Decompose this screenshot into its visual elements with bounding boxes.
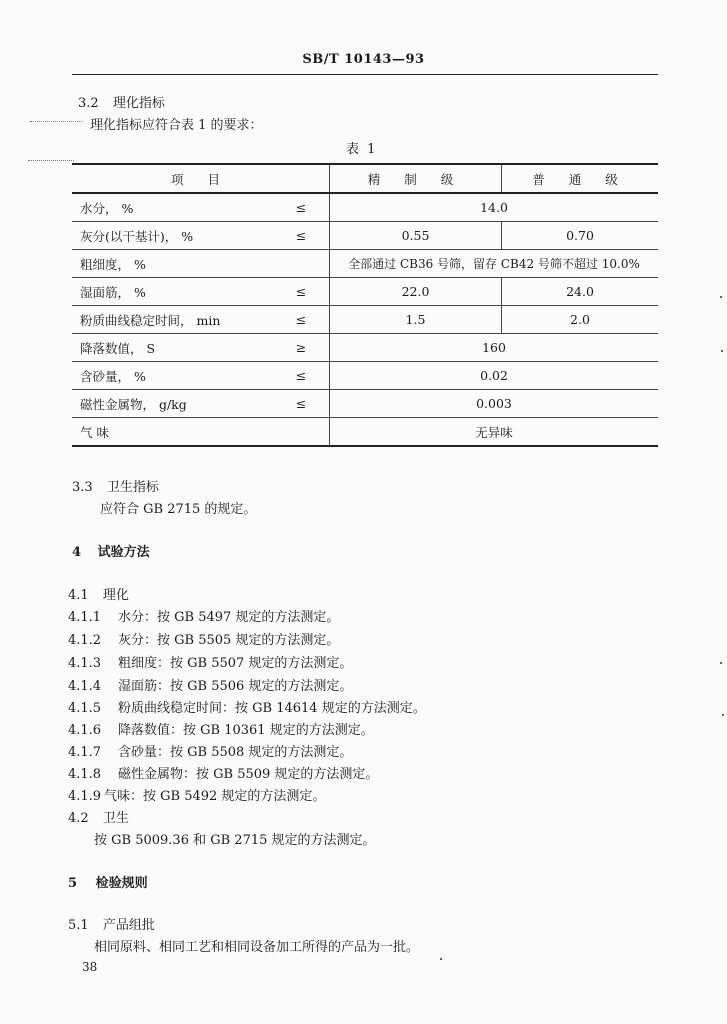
row-symbol: ≤ [273, 278, 330, 306]
row-symbol: ≤ [273, 222, 330, 250]
scan-speck [722, 714, 724, 716]
scan-speck [720, 662, 722, 664]
row-item: 气 味 [72, 418, 273, 447]
row-fine-value: 0.55 [330, 222, 502, 250]
section-number: 4 [72, 545, 82, 560]
table-row [72, 390, 658, 418]
row-item: 湿面筋， % [72, 278, 273, 306]
row-item: 水分， % [72, 193, 273, 222]
table-row [72, 222, 658, 250]
row-normal-value: 2.0 [502, 306, 659, 334]
table-row [72, 334, 658, 362]
section-4-2-heading [68, 807, 129, 826]
row-symbol: ≤ [273, 390, 330, 418]
clause-text: 气味：按 GB 5492 规定的方法测定。 [104, 789, 326, 804]
row-value: 14.0 [330, 193, 659, 222]
clause-text: 灰分：按 GB 5505 规定的方法测定。 [118, 633, 340, 648]
table-row [72, 193, 658, 222]
table-caption: 表 1 [346, 142, 378, 157]
clause-number: 4.1.1 [68, 610, 102, 625]
clause-number: 4.1.5 [68, 701, 102, 716]
section-number: 4.1 [68, 588, 89, 603]
section-title: 检验规则 [95, 876, 148, 891]
row-normal-value: 0.70 [502, 222, 659, 250]
row-fine-value: 22.0 [330, 278, 502, 306]
section-title: 理化 [102, 588, 129, 603]
clause-4-1-4 [68, 675, 352, 694]
clause-number: 4.1.2 [68, 633, 102, 648]
section-3-2-text: 理化指标应符合表 1 的要求： [90, 118, 263, 133]
section-5-heading [68, 872, 148, 891]
row-value: 全部通过 CB36 号筛，留存 CB42 号筛不超过 10.0% [330, 250, 659, 278]
row-item: 降落数值， S [72, 334, 273, 362]
section-4-1-heading [68, 584, 129, 603]
header-normal-grade: 普 通 级 [502, 164, 659, 193]
table-row [72, 278, 658, 306]
row-symbol: ≥ [273, 334, 330, 362]
row-symbol: ≤ [273, 362, 330, 390]
clause-text: 湿面筋：按 GB 5506 规定的方法测定。 [118, 679, 353, 694]
row-fine-value: 1.5 [330, 306, 502, 334]
page-number: 38 [82, 960, 98, 974]
row-value: 无异味 [330, 418, 659, 447]
table-row [72, 362, 658, 390]
scan-speck [440, 958, 442, 960]
header-rule [72, 74, 658, 75]
section-3-2-heading [78, 92, 165, 111]
section-title: 试验方法 [97, 545, 150, 560]
header-item: 项 目 [72, 164, 330, 193]
row-symbol: ≤ [273, 193, 330, 222]
section-title: 产品组批 [102, 918, 155, 933]
table-header-row [72, 164, 658, 193]
scan-dotted-mark [30, 121, 82, 122]
clause-text: 含砂量：按 GB 5508 规定的方法测定。 [118, 745, 353, 760]
clause-4-1-5 [68, 697, 426, 716]
table-1 [72, 163, 658, 447]
clause-4-1-3 [68, 652, 352, 671]
clause-number: 4.1.4 [68, 679, 102, 694]
clause-text: 水分：按 GB 5497 规定的方法测定。 [118, 610, 340, 625]
section-number: 3.2 [78, 96, 99, 111]
section-title: 理化指标 [112, 96, 165, 111]
clause-number: 4.1.9 [68, 789, 102, 804]
row-symbol [273, 418, 330, 447]
section-3-3-heading [72, 476, 159, 495]
section-number: 5.1 [68, 918, 89, 933]
clause-4-1-2 [68, 629, 339, 648]
section-number: 5 [68, 876, 78, 891]
clause-number: 4.1.3 [68, 656, 102, 671]
section-5-1-heading [68, 914, 155, 933]
table-row [72, 418, 658, 447]
row-value: 0.02 [330, 362, 659, 390]
row-item: 含砂量， % [72, 362, 273, 390]
table-row [72, 250, 658, 278]
row-symbol [273, 250, 330, 278]
clause-text: 磁性金属物：按 GB 5509 规定的方法测定。 [118, 767, 379, 782]
standard-number-header: SB/T 10143—93 [302, 52, 425, 67]
header-fine-grade: 精 制 级 [330, 164, 502, 193]
row-normal-value: 24.0 [502, 278, 659, 306]
clause-text: 降落数值：按 GB 10361 规定的方法测定。 [118, 723, 374, 738]
row-item: 磁性金属物， g/kg [72, 390, 273, 418]
row-symbol: ≤ [273, 306, 330, 334]
section-4-heading [72, 541, 150, 560]
scan-speck [721, 350, 723, 352]
scan-speck [720, 296, 722, 298]
section-number: 3.3 [72, 480, 93, 495]
row-item: 粉质曲线稳定时间， min [72, 306, 273, 334]
table-row [72, 306, 658, 334]
section-5-1-text: 相同原料、相同工艺和相同设备加工所得的产品为一批。 [94, 940, 420, 955]
clause-text: 粉质曲线稳定时间：按 GB 14614 规定的方法测定。 [118, 701, 426, 716]
section-title: 卫生 [102, 811, 129, 826]
section-number: 4.2 [68, 811, 89, 826]
clause-4-1-7 [68, 741, 352, 760]
clause-4-1-1 [68, 606, 339, 625]
clause-4-1-8 [68, 763, 378, 782]
row-item: 灰分(以干基计)， % [72, 222, 273, 250]
section-3-3-text: 应符合 GB 2715 的规定。 [100, 502, 257, 517]
row-item: 粗细度， % [72, 250, 273, 278]
clause-number: 4.1.7 [68, 745, 102, 760]
section-title: 卫生指标 [106, 480, 159, 495]
scan-dotted-mark [28, 160, 74, 161]
row-value: 160 [330, 334, 659, 362]
clause-4-1-9 [68, 785, 325, 804]
section-4-2-text: 按 GB 5009.36 和 GB 2715 规定的方法测定。 [94, 833, 376, 848]
clause-text: 粗细度：按 GB 5507 规定的方法测定。 [118, 656, 353, 671]
clause-4-1-6 [68, 719, 374, 738]
row-value: 0.003 [330, 390, 659, 418]
clause-number: 4.1.6 [68, 723, 102, 738]
clause-number: 4.1.8 [68, 767, 102, 782]
